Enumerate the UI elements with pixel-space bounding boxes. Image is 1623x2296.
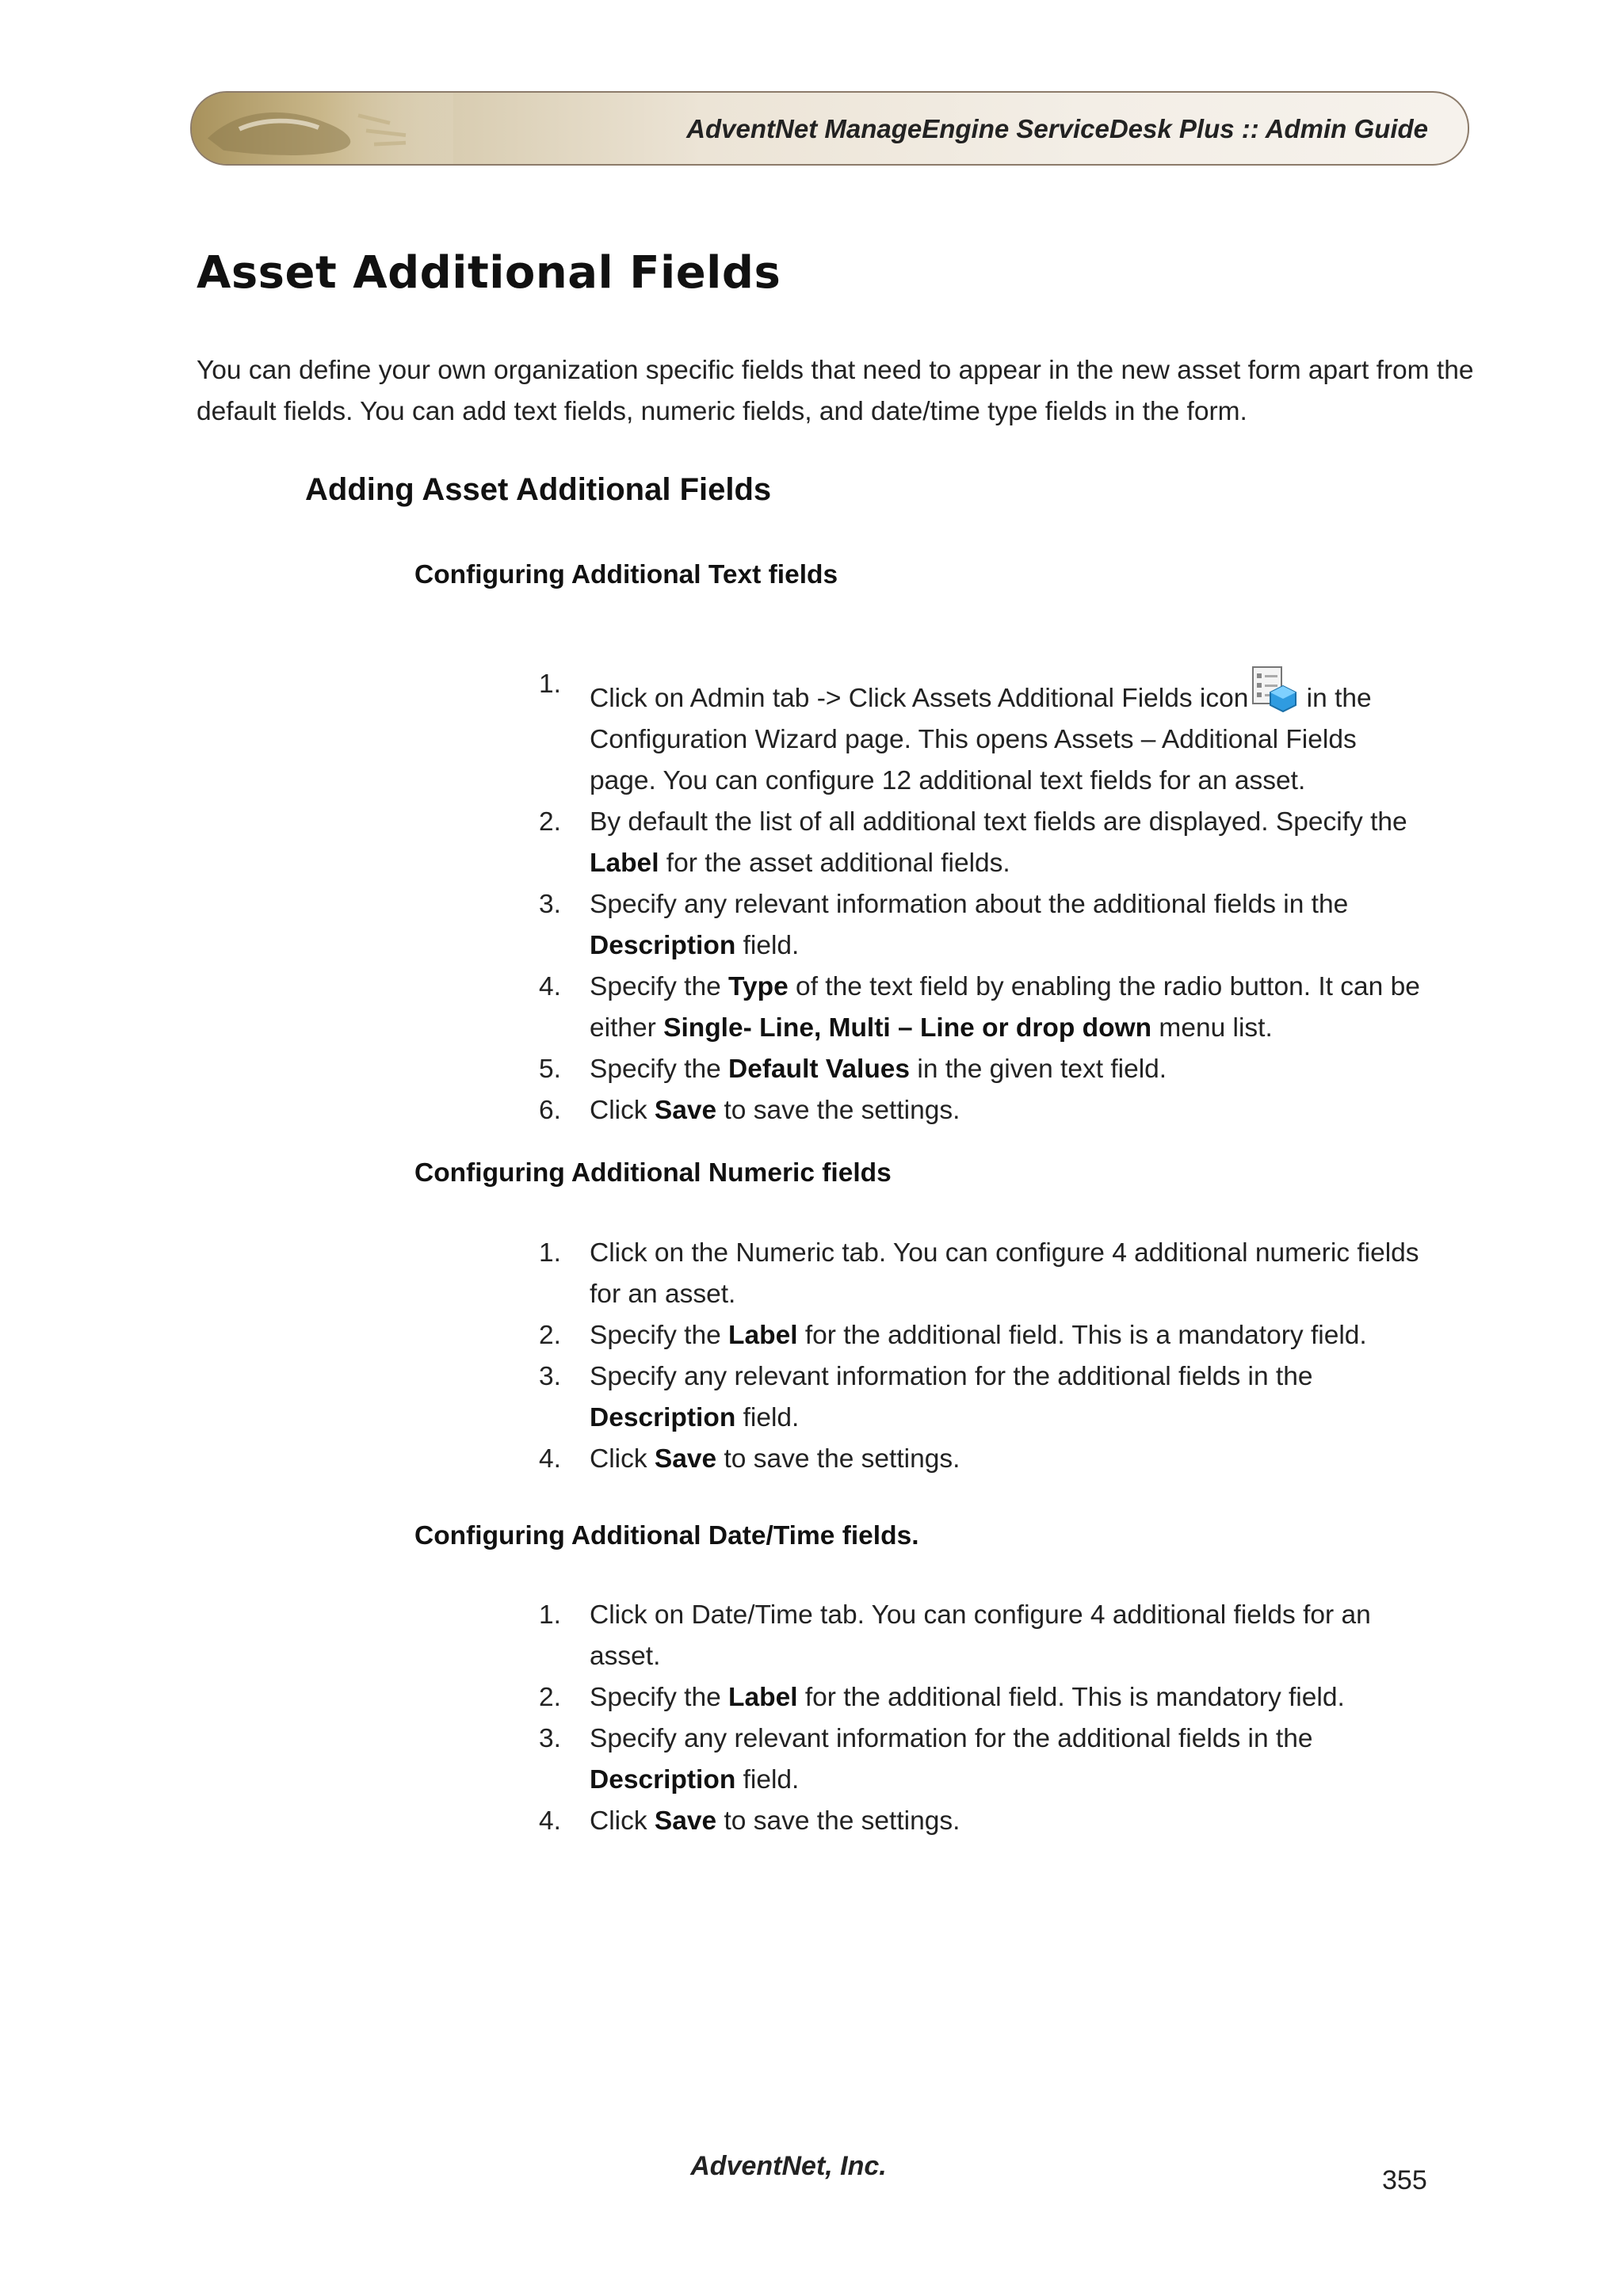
- datetime-fields-heading: Configuring Additional Date/Time fields.: [414, 1521, 919, 1550]
- page-number: 355: [1382, 2165, 1427, 2195]
- list-item: 3. Specify any relevant information for the additional fields in the Description field.: [539, 1724, 1313, 1794]
- list-item: 4. Click Save to save the settings.: [539, 1444, 960, 1474]
- list-item: 1. Click on Date/Time tab. You can configure 4 additional fields for an asset.: [539, 1600, 1371, 1671]
- list-item: 2. By default the list of all additional text fields are displayed. Specify the Label for the asset additional fields.: [539, 807, 1407, 878]
- header-decoration-image: [192, 93, 453, 164]
- list-item: 4. Specify the Type of the text field by enabling the radio button. It can be either Single- Line, Multi – Line or drop down menu list.: [539, 972, 1420, 1043]
- list-item: 1. Click on the Numeric tab. You can configure 4 additional numeric fields for an asset.: [539, 1238, 1419, 1309]
- list-item: 6. Click Save to save the settings.: [539, 1096, 960, 1125]
- list-item: 3. Specify any relevant information for the additional fields in the Description field.: [539, 1362, 1313, 1432]
- list-item: 2. Specify the Label for the additional field. This is a mandatory field.: [539, 1321, 1367, 1350]
- header-banner: [190, 91, 1469, 166]
- additional-fields-icon: [1248, 664, 1299, 715]
- list-item: 3. Specify any relevant information about the additional fields in the Description field.: [539, 890, 1349, 960]
- page-title: Asset Additional Fields: [197, 247, 781, 299]
- text-fields-steps: [539, 664, 1426, 1131]
- numeric-fields-steps: [539, 1233, 1426, 1480]
- footer-company: AdventNet, Inc.: [690, 2151, 887, 2181]
- text-fields-heading: Configuring Additional Text fields: [414, 560, 838, 589]
- list-item: 5. Specify the Default Values in the given text field.: [539, 1055, 1167, 1084]
- numeric-fields-heading: Configuring Additional Numeric fields: [414, 1158, 892, 1188]
- datetime-fields-steps: [539, 1595, 1426, 1842]
- list-item: 1. Click on Admin tab -> Click Assets Additional Fields icon in the Configuration Wizard page. This opens Assets – Additional Fields page. You can configure 12 additional text fields for an asset.: [539, 664, 1426, 802]
- list-item: 2. Specify the Label for the additional field. This is mandatory field.: [539, 1683, 1345, 1712]
- list-item: 4. Click Save to save the settings.: [539, 1806, 960, 1836]
- header-title: AdventNet ManageEngine ServiceDesk Plus :: Admin Guide: [686, 114, 1428, 143]
- section-heading: Adding Asset Additional Fields: [305, 472, 772, 507]
- intro-paragraph: You can define your own organization specific fields that need to appear in the new asset form apart from the default fields. You can add text fields, numeric fields, and date/time type fields in the form.: [197, 356, 1474, 426]
